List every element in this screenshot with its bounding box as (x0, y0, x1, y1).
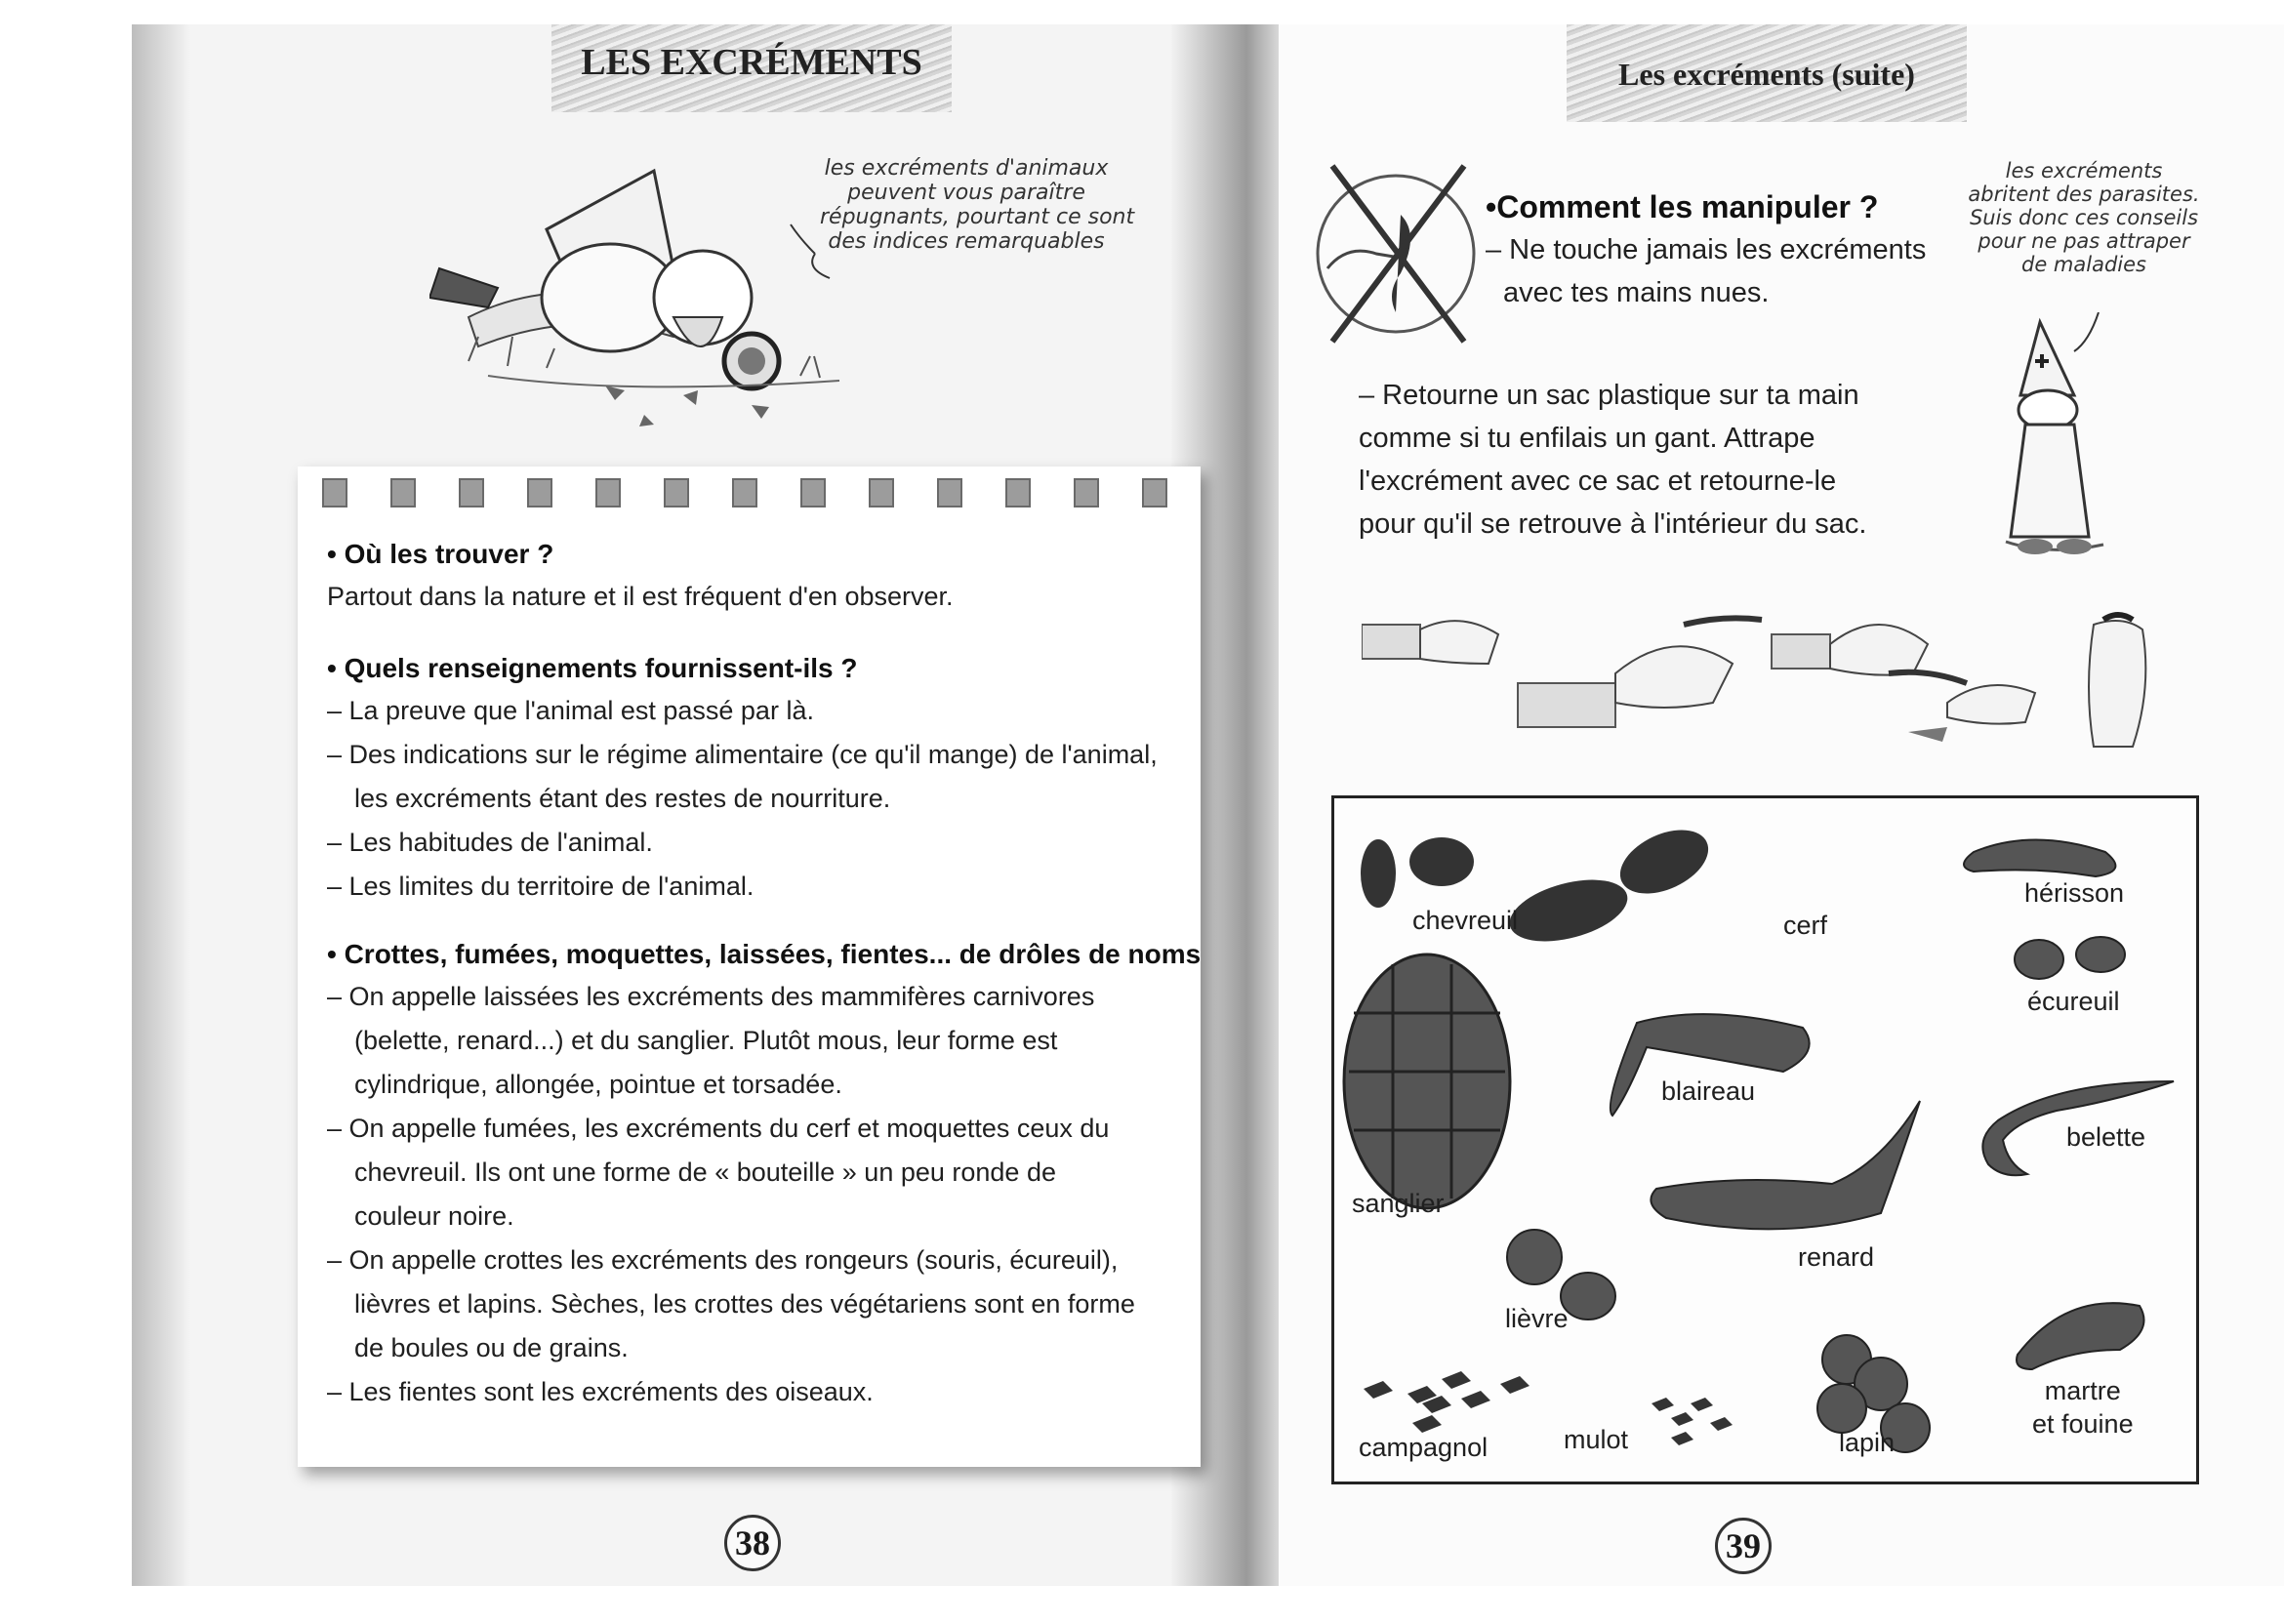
hands-bag-sequence-illustration (1362, 586, 2221, 761)
intro-line: – Ne touche jamais les excréments (1486, 234, 1927, 265)
step-line: – Retourne un sac plastique sur ta main (1359, 380, 1859, 411)
section-information (327, 648, 1158, 909)
left-speech-bubble (820, 156, 1135, 254)
right-page-number: 39 (1715, 1518, 1772, 1574)
species-label-belette: belette (2066, 1122, 2146, 1152)
spiral-ring (664, 478, 689, 508)
section-line: – La preuve que l'animal est passé par là. (327, 696, 814, 725)
section-line: – On appelle crottes les excréments des rongeurs (souris, écureuil), (327, 1245, 1119, 1275)
species-label-blaireau: blaireau (1661, 1076, 1756, 1106)
spiral-ring (869, 478, 894, 508)
section-line: cylindrique, allongée, pointue et torsadée. (354, 1070, 842, 1099)
bubble-line: Suis donc ces conseils (1969, 206, 2199, 229)
spiral-ring (937, 478, 962, 508)
species-label-chevreuil: chevreuil (1412, 906, 1519, 935)
handling-intro (1486, 185, 1926, 314)
step-line: comme si tu enfilais un gant. Attrape (1359, 423, 1815, 454)
species-label-martre-fouine: martre et fouine (2032, 1376, 2134, 1439)
species-label-lapin: lapin (1839, 1428, 1896, 1457)
spiral-ring (527, 478, 552, 508)
species-label-mulot: mulot (1564, 1425, 1629, 1454)
spiral-ring (1005, 478, 1031, 508)
right-page-title: Les excréments (suite) (1618, 57, 1915, 92)
section-line: chevreuil. Ils ont une forme de « bouteille » un peu ronde de (354, 1157, 1056, 1187)
spiral-ring (322, 478, 347, 508)
left-page-number: 38 (724, 1515, 781, 1571)
section-line: – Des indications sur le régime alimentaire (ce qu'il mange) de l'animal, (327, 740, 1158, 769)
left-page-edge-shadow (132, 24, 190, 1586)
section-line: couleur noire. (354, 1201, 514, 1231)
spiral-ring (390, 478, 416, 508)
handling-steps (1359, 374, 1866, 546)
section-heading: • Crottes, fumées, moquettes, laissées, fientes... de drôles de noms (327, 939, 1202, 969)
intro-line: avec tes mains nues. (1503, 277, 1770, 308)
no-bare-hands-icon (1308, 156, 1484, 351)
section-where-to-find (327, 535, 954, 619)
spiral-ring (732, 478, 757, 508)
section-line: – Les limites du territoire de l'animal. (327, 872, 755, 901)
section-line: de boules ou de grains. (354, 1333, 629, 1362)
section-line: (belette, renard...) et du sanglier. Plutôt mous, leur forme est (354, 1026, 1058, 1055)
section-line: Partout dans la nature et il est fréquent d'en observer. (327, 582, 954, 611)
spiral-ring (800, 478, 826, 508)
species-label-renard: renard (1798, 1242, 1875, 1272)
spiral-ring (459, 478, 484, 508)
species-label-ecureuil: écureuil (2027, 987, 2120, 1016)
section-line: – On appelle laissées les excréments des mammifères carnivores (327, 982, 1095, 1011)
species-label-herisson: hérisson (2024, 878, 2125, 908)
species-label-sanglier: sanglier (1352, 1189, 1445, 1218)
step-line: pour qu'il se retrouve à l'intérieur du sac. (1359, 508, 1867, 540)
bubble-line: pour ne pas attraper (1978, 229, 2190, 253)
section-names (327, 934, 1201, 1414)
spiral-ring (595, 478, 621, 508)
section-heading: • Où les trouver ? (327, 539, 554, 569)
species-label-campagnol: campagnol (1359, 1433, 1489, 1462)
doctor-gnome-illustration (1981, 312, 2138, 566)
species-droppings-panel (1331, 795, 2199, 1484)
species-label-cerf: cerf (1783, 911, 1828, 940)
section-heading: • Quels renseignements fournissent-ils ? (327, 653, 858, 683)
bubble-line: abritent des parasites. (1968, 183, 2200, 206)
spiral-ring (1074, 478, 1099, 508)
section-line: – Les habitudes de l'animal. (327, 828, 653, 857)
section-line: lièvres et lapins. Sèches, les crottes des végétariens sont en forme (354, 1289, 1135, 1319)
handling-heading: •Comment les manipuler ? (1486, 189, 1879, 224)
section-line: – Les fientes sont les excréments des oiseaux. (327, 1377, 874, 1406)
bubble-line: les excréments d'animaux (824, 156, 1109, 181)
section-line: les excréments étant des restes de nourriture. (354, 784, 891, 813)
bubble-line: les excréments (2005, 159, 2163, 183)
bubble-line: de maladies (2021, 253, 2146, 276)
bubble-line: des indices remarquables (828, 229, 1105, 254)
left-page-title: LES EXCRÉMENTS (581, 42, 922, 83)
spiral-ring (1142, 478, 1167, 508)
section-line: – On appelle fumées, les excréments du cerf et moquettes ceux du (327, 1114, 1110, 1143)
bubble-line: peuvent vous paraître (847, 181, 1085, 205)
step-line: l'excrément avec ce sac et retourne-le (1359, 466, 1837, 497)
species-label-lievre: lièvre (1505, 1304, 1569, 1333)
right-speech-bubble (1952, 159, 2216, 276)
bubble-line: répugnants, pourtant ce sont (820, 205, 1135, 229)
